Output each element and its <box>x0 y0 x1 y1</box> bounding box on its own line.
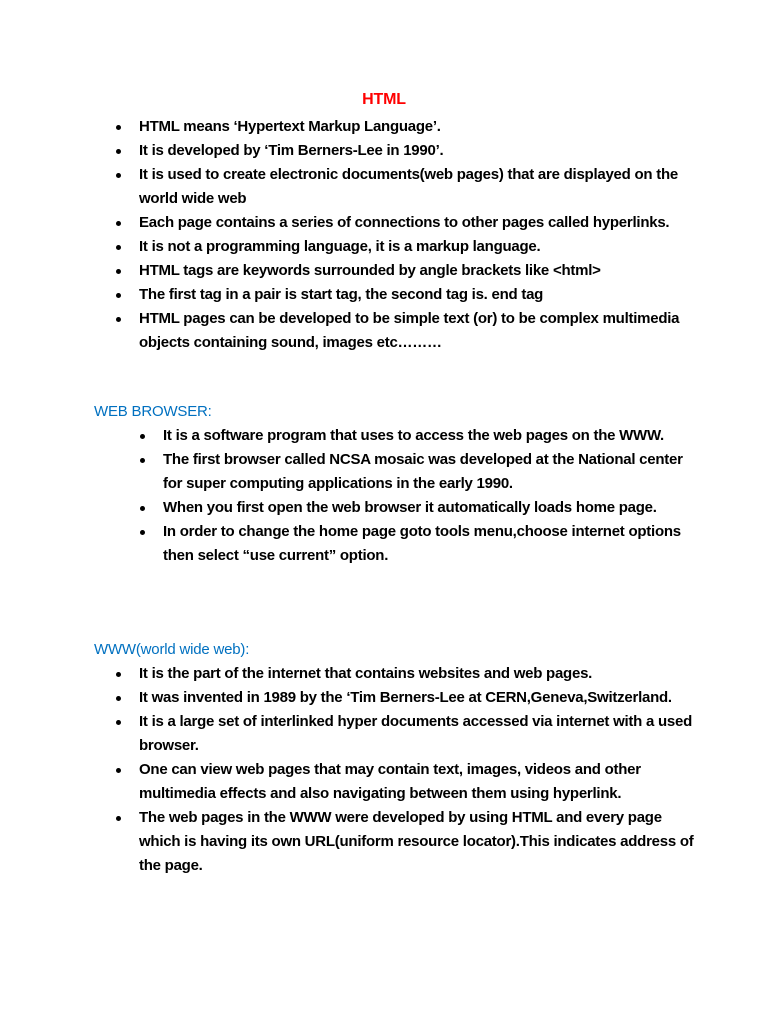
list-item-text: It is the part of the internet that contains websites and web pages. <box>139 665 593 682</box>
bullet-icon <box>140 434 145 439</box>
list-item <box>139 806 699 878</box>
bullet-icon <box>140 530 145 535</box>
html-bullet-list <box>139 115 699 355</box>
list-item <box>139 710 699 758</box>
bullet-icon <box>116 125 121 130</box>
bullet-icon <box>116 245 121 250</box>
bullet-icon <box>116 768 121 773</box>
list-item <box>163 520 699 568</box>
bullet-icon <box>116 672 121 677</box>
list-item-text: In order to change the home page goto tools menu,choose internet options then select “use current” option. <box>163 523 681 564</box>
list-item <box>139 235 699 259</box>
list-item <box>139 115 699 139</box>
web-browser-bullet-list <box>163 424 699 568</box>
list-item-text: One can view web pages that may contain text, images, videos and other multimedia effects and also navigating between them using hyperlink. <box>139 761 641 802</box>
list-item-text: When you first open the web browser it automatically loads home page. <box>163 499 657 516</box>
list-item-text: HTML means ‘Hypertext Markup Language’. <box>139 118 441 135</box>
list-item <box>139 686 699 710</box>
list-item <box>139 307 699 355</box>
list-item <box>139 758 699 806</box>
list-item <box>163 424 699 448</box>
list-item <box>139 662 699 686</box>
bullet-icon <box>116 317 121 322</box>
list-item-text: It was invented in 1989 by the ‘Tim Berners-Lee at CERN,Geneva,Switzerland. <box>139 689 672 706</box>
bullet-icon <box>116 173 121 178</box>
bullet-icon <box>116 696 121 701</box>
bullet-icon <box>116 269 121 274</box>
list-item-text: It is developed by ‘Tim Berners-Lee in 1990’. <box>139 142 444 159</box>
bullet-icon <box>116 149 121 154</box>
list-item-text: It is a software program that uses to access the web pages on the WWW. <box>163 427 664 444</box>
www-bullet-list <box>139 662 699 878</box>
web-browser-heading: WEB BROWSER: <box>94 403 212 420</box>
list-item <box>163 448 699 496</box>
list-item-text: It is not a programming language, it is a markup language. <box>139 238 541 255</box>
bullet-icon <box>116 720 121 725</box>
list-item-text: It is used to create electronic documents(web pages) that are displayed on the world wide web <box>139 166 678 207</box>
bullet-icon <box>116 816 121 821</box>
document-title: HTML <box>362 91 406 108</box>
list-item-text: HTML tags are keywords surrounded by angle brackets like <html> <box>139 262 601 279</box>
list-item-text: The first tag in a pair is start tag, the second tag is. end tag <box>139 286 544 303</box>
list-item-text: It is a large set of interlinked hyper documents accessed via internet with a used browser. <box>139 713 693 754</box>
list-item <box>139 283 699 307</box>
list-item <box>139 163 699 211</box>
list-item-text: The first browser called NCSA mosaic was developed at the National center for super computing applications in the early 1990. <box>163 451 683 492</box>
list-item-text: Each page contains a series of connections to other pages called hyperlinks. <box>139 214 670 231</box>
list-item-text: The web pages in the WWW were developed by using HTML and every page which is having its own URL(uniform resource locator).This indicates address of the page. <box>139 809 694 874</box>
list-item <box>163 496 699 520</box>
www-heading: WWW(world wide web): <box>94 641 250 658</box>
list-item <box>139 259 699 283</box>
list-item <box>139 139 699 163</box>
list-item <box>139 211 699 235</box>
bullet-icon <box>140 506 145 511</box>
list-item-text: HTML pages can be developed to be simple text (or) to be complex multimedia objects containing sound, images etc……… <box>139 310 680 351</box>
bullet-icon <box>140 458 145 463</box>
bullet-icon <box>116 293 121 298</box>
bullet-icon <box>116 221 121 226</box>
